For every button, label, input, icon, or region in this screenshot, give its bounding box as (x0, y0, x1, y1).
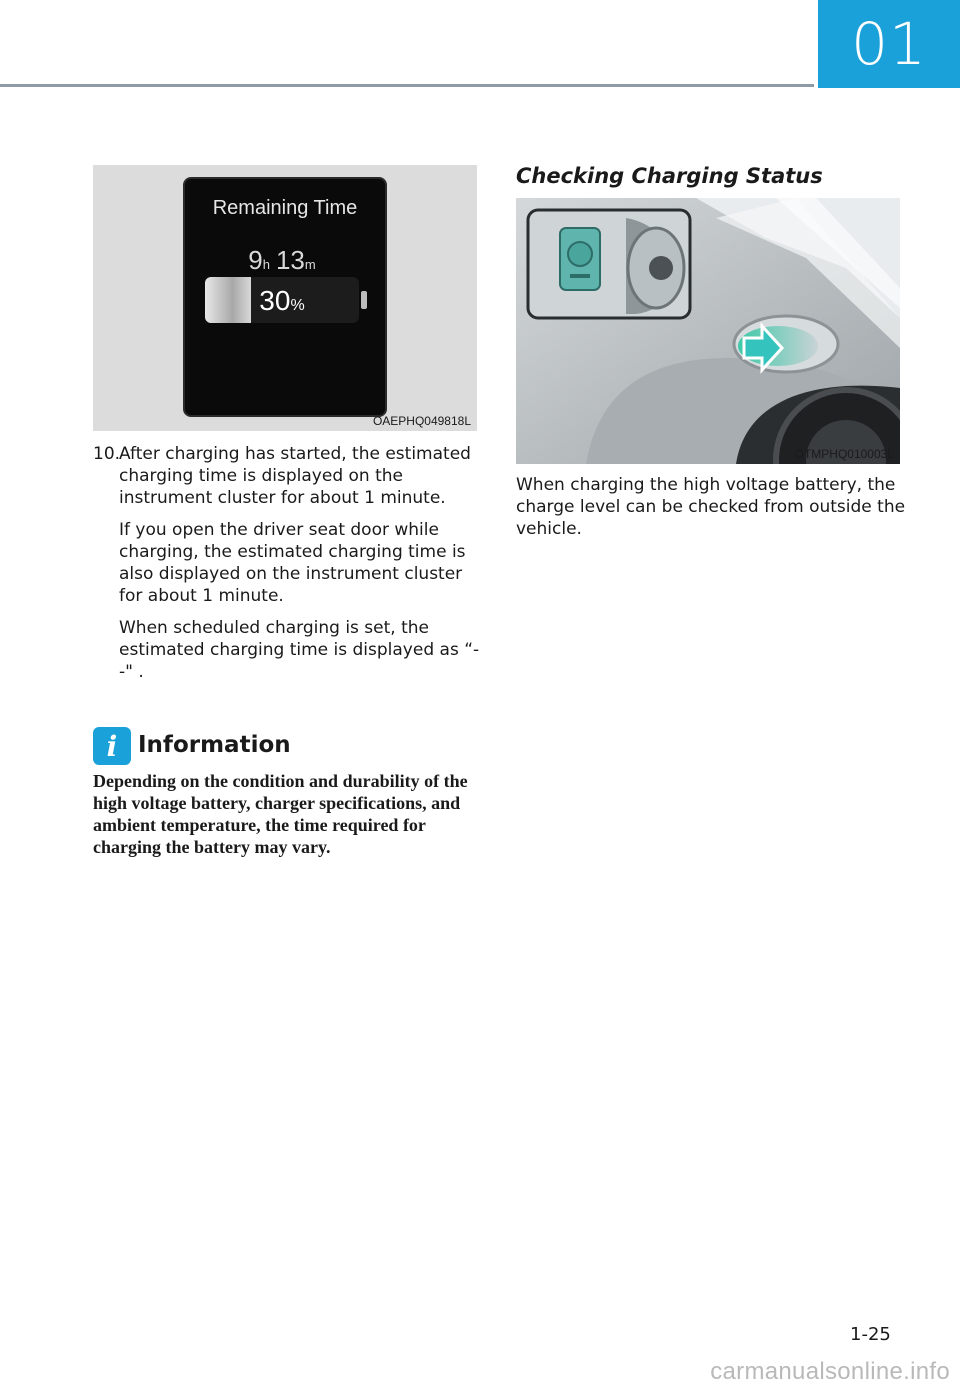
chapter-tab: 01 (818, 0, 960, 88)
step-number: 10. (93, 444, 121, 464)
minutes-value: 13 (275, 245, 305, 275)
figure-code: OAEPHQ049818L (372, 414, 471, 428)
step-paragraph: When scheduled charging is set, the estimated charging time is displayed as “--" . (119, 618, 480, 682)
right-body-text: When charging the high voltage battery, the charge level can be checked from outside the vehicle. (516, 475, 906, 539)
charging-port-figure (516, 198, 900, 464)
figure-code: OTMPHQ010003L (794, 447, 894, 461)
hours-unit: h (262, 257, 270, 272)
cluster-figure (93, 165, 477, 431)
cluster-screen-title: Remaining Time (212, 197, 358, 219)
information-title: Information (138, 732, 291, 758)
battery-percent-value: 30 (259, 285, 291, 316)
information-body: Depending on the condition and durability of the high voltage battery, charger specifications, and ambient temperature, the time required for charging the battery may vary. (93, 771, 468, 857)
remaining-time-readout (185, 245, 385, 276)
battery-percent (205, 285, 359, 317)
hours-value: 9 (248, 245, 263, 275)
battery-terminal (361, 291, 367, 309)
step-paragraph: If you open the driver seat door while charging, the estimated charging time is also displayed on the instrument cluster for about 1 minute. (119, 520, 466, 606)
section-title: Checking Charging Status (516, 164, 823, 188)
watermark: carmanualsonline.info (710, 1358, 950, 1385)
info-icon: i (93, 727, 131, 765)
cluster-screen (183, 177, 387, 417)
battery-gauge (205, 277, 359, 323)
car-illustration (516, 198, 900, 464)
minutes-unit: m (304, 257, 316, 272)
step-10 (93, 443, 483, 693)
header-rule (0, 84, 814, 87)
page-number: 1-25 (850, 1324, 891, 1345)
battery-percent-unit: % (290, 297, 305, 314)
step-paragraph: After charging has started, the estimated charging time is displayed on the instrument cluster for about 1 minute. (119, 444, 471, 508)
